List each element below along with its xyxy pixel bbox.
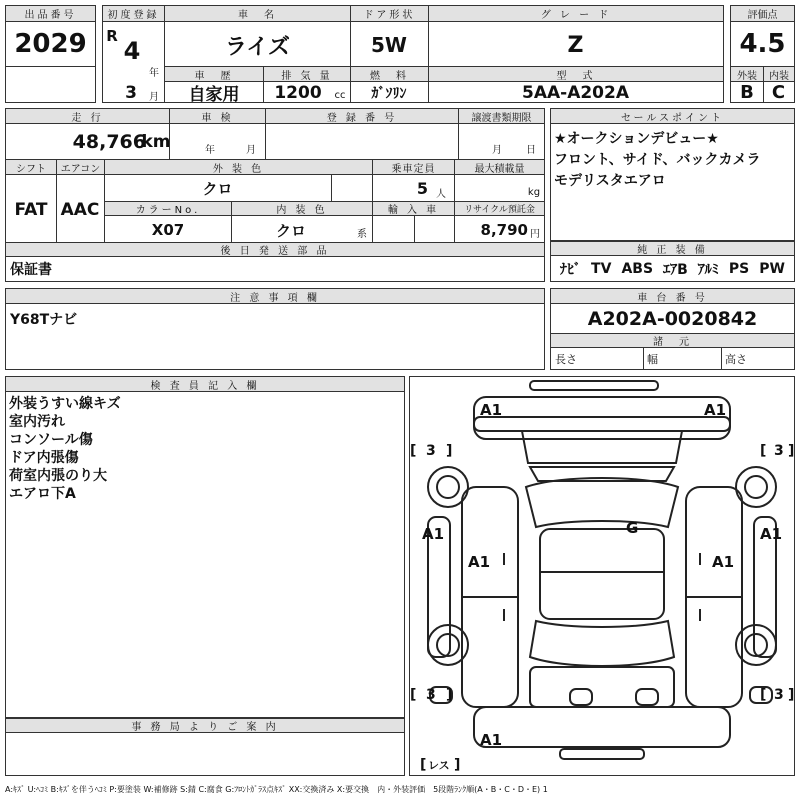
color-label: 外 装 色 xyxy=(104,160,372,175)
yen-unit: 円 xyxy=(530,228,540,240)
color-no-label: カラーNo. xyxy=(105,202,231,216)
width-label: 幅 xyxy=(647,353,658,366)
damage-mark: A1 xyxy=(468,553,491,571)
fuel-label: 燃 料 xyxy=(350,67,428,82)
damage-mark: G xyxy=(626,519,639,537)
main-info-box xyxy=(164,5,724,103)
damage-mark: A1 xyxy=(704,401,727,419)
equip-item: ABS xyxy=(621,261,654,277)
color-number: X07 xyxy=(151,221,185,239)
import-label: 輸 入 車 xyxy=(372,202,454,216)
aircon: AAC xyxy=(60,200,100,220)
displacement-label: 排 気 量 xyxy=(263,67,350,82)
chassis-label: 車 台 番 号 xyxy=(551,289,794,304)
car-diagram xyxy=(410,377,794,775)
inspector-line: コンソール傷 xyxy=(9,432,93,448)
sales-point-line: ★オークションデビュー★ xyxy=(554,131,719,147)
svg-text:[: [ xyxy=(410,687,417,703)
model: 5AA-A202A xyxy=(522,82,629,103)
recycle-fee: 8,790 xyxy=(480,221,528,239)
displacement: 1200 xyxy=(274,82,322,103)
later-parts: 保証書 xyxy=(10,262,52,278)
equip-item: PS xyxy=(728,261,750,277)
sales-point-line: モデリスタエアロ xyxy=(554,173,666,189)
exterior-color: クロ xyxy=(202,179,233,198)
sales-point-line: フロント、サイド、バックカメラ xyxy=(554,152,761,168)
interior-grade: C xyxy=(771,82,786,103)
year-unit: 年 xyxy=(149,67,159,79)
inspector-label: 検 査 員 記 入 欄 xyxy=(6,377,404,392)
equip-item: TV xyxy=(591,261,612,277)
svg-text:[: [ xyxy=(410,443,417,459)
svg-text:[: [ xyxy=(760,687,767,703)
details-box xyxy=(5,108,545,282)
history-label: 車 歴 xyxy=(165,67,263,82)
damage-mark: A1 xyxy=(480,731,503,749)
svg-text:]: ] xyxy=(454,757,461,773)
sales-point-label: セールスポイント xyxy=(551,109,794,124)
car-name: ライズ xyxy=(224,34,291,60)
score: 4.5 xyxy=(739,29,786,59)
reg-month: 3 xyxy=(125,83,137,103)
interior-label: 内装 xyxy=(763,67,794,82)
notice-text: Y68Tナビ xyxy=(10,312,78,328)
tire-tread: 3 xyxy=(426,443,436,459)
door-type: 5W xyxy=(371,33,407,57)
equip-item: PW xyxy=(759,261,785,277)
notice-box xyxy=(5,288,545,370)
office-box xyxy=(5,718,405,776)
equip-item: ﾅﾋﾞ xyxy=(560,262,582,278)
era: R xyxy=(106,27,118,45)
reg-no-label: 登 録 番 号 xyxy=(265,109,458,124)
exterior-label: 外装 xyxy=(731,67,763,82)
mileage-label: 走 行 xyxy=(6,109,169,124)
lot-box xyxy=(5,5,96,103)
car-name-label: 車 名 xyxy=(165,6,350,22)
damage-mark: A1 xyxy=(712,553,735,571)
later-parts-label: 後 日 発 送 部 品 xyxy=(6,243,544,257)
equipment-list xyxy=(551,257,794,281)
dims-label: 諸 元 xyxy=(551,334,794,348)
first-registration-box xyxy=(102,5,165,103)
tire-tread: 3 xyxy=(774,687,784,703)
model-label: 型 式 xyxy=(428,67,723,82)
cc-unit: cc xyxy=(334,90,346,101)
damage-mark: A1 xyxy=(760,525,783,543)
fuel: ｶﾞｿﾘﾝ xyxy=(371,85,407,102)
chassis-box xyxy=(550,288,795,370)
interior-color: クロ xyxy=(275,221,306,240)
capacity-unit: 人 xyxy=(436,188,446,200)
transfer-month-unit: 月 xyxy=(492,144,502,156)
notice-label: 注 意 事 項 欄 xyxy=(6,289,544,304)
office-label: 事 務 局 よ り ご 案 内 xyxy=(6,718,404,733)
km-unit: km xyxy=(141,132,171,152)
grade-label: グ レ ー ド xyxy=(428,6,723,22)
lot-label: 出品番号 xyxy=(6,6,95,22)
damage-mark: A1 xyxy=(422,525,445,543)
score-box xyxy=(730,5,795,103)
sales-points xyxy=(554,129,794,192)
mileage: 48,766 xyxy=(72,131,146,153)
inspector-notes xyxy=(9,395,399,503)
int-color-label: 内 装 色 xyxy=(231,202,372,216)
interior-color-unit: 系 xyxy=(357,228,367,240)
transfer-day-unit: 日 xyxy=(526,144,536,156)
shift-label: シフト xyxy=(6,160,56,175)
equipment-label: 純 正 装 備 xyxy=(551,241,794,256)
history: 自家用 xyxy=(188,85,240,105)
inspector-line: 室内汚れ xyxy=(9,414,65,430)
inspection-label: 車 検 xyxy=(169,109,265,124)
svg-text:]: ] xyxy=(788,687,795,703)
sales-point-box xyxy=(550,108,795,241)
legend: A:ｷｽﾞ U:ﾍｺﾐ B:ｷｽﾞを伴うﾍｺﾐ P:要塗装 W:補修跡 S:錆 C:腐食 G:ﾌﾛﾝﾄｶﾞﾗｽ点ｷｽﾞ XX:交換済み X:要交換 内・外装評価 5段階ﾗﾝｸ順(A・B・C・D・E) 1 xyxy=(5,784,548,794)
tire-tread: 3 xyxy=(774,443,784,459)
svg-text:]: ] xyxy=(446,687,453,703)
inspection-year-unit: 年 xyxy=(205,144,215,156)
equipment-box xyxy=(550,241,795,282)
grade: Z xyxy=(567,32,584,58)
inspector-box xyxy=(5,376,405,718)
svg-text:]: ] xyxy=(446,443,453,459)
inspector-line: ドア内張傷 xyxy=(9,450,79,466)
height-label: 高さ xyxy=(725,353,747,366)
month-unit: 月 xyxy=(149,91,159,103)
spare-tire-status: レス xyxy=(428,759,450,772)
equip-item: ｴｱB xyxy=(663,262,688,278)
capacity-label: 乗車定員 xyxy=(372,160,454,175)
svg-text:[: [ xyxy=(420,757,427,773)
length-label: 長さ xyxy=(555,353,577,366)
inspection-month-unit: 月 xyxy=(246,144,256,156)
load-label: 最大積載量 xyxy=(454,160,544,175)
inspector-line: 荷室内張のり大 xyxy=(9,468,107,484)
transfer-label: 譲渡書類期限 xyxy=(458,109,544,124)
door-label: ドア形状 xyxy=(350,6,428,22)
damage-mark: A1 xyxy=(480,401,503,419)
shift: FAT xyxy=(14,200,48,220)
reg-year: 4 xyxy=(123,37,141,65)
capacity: 5 xyxy=(416,178,428,198)
inspector-line: エアロ下A xyxy=(9,486,76,502)
tire-tread: 3 xyxy=(426,687,436,703)
ac-label: エアコン xyxy=(56,160,104,175)
load-unit: kg xyxy=(527,186,541,198)
chassis-number: A202A-0020842 xyxy=(587,308,758,330)
first-reg-label: 初度登録 xyxy=(103,6,164,22)
svg-text:]: ] xyxy=(788,443,795,459)
svg-text:[: [ xyxy=(760,443,767,459)
inspector-line: 外装うすい線キズ xyxy=(9,396,121,412)
lot-number: 2029 xyxy=(14,29,87,59)
score-label: 評価点 xyxy=(731,6,794,22)
car-diagram-box xyxy=(409,376,795,776)
recycle-label: リサイクル預託金 xyxy=(454,202,544,216)
exterior-grade: B xyxy=(740,82,754,103)
equip-item: ｱﾙﾐ xyxy=(697,262,719,278)
